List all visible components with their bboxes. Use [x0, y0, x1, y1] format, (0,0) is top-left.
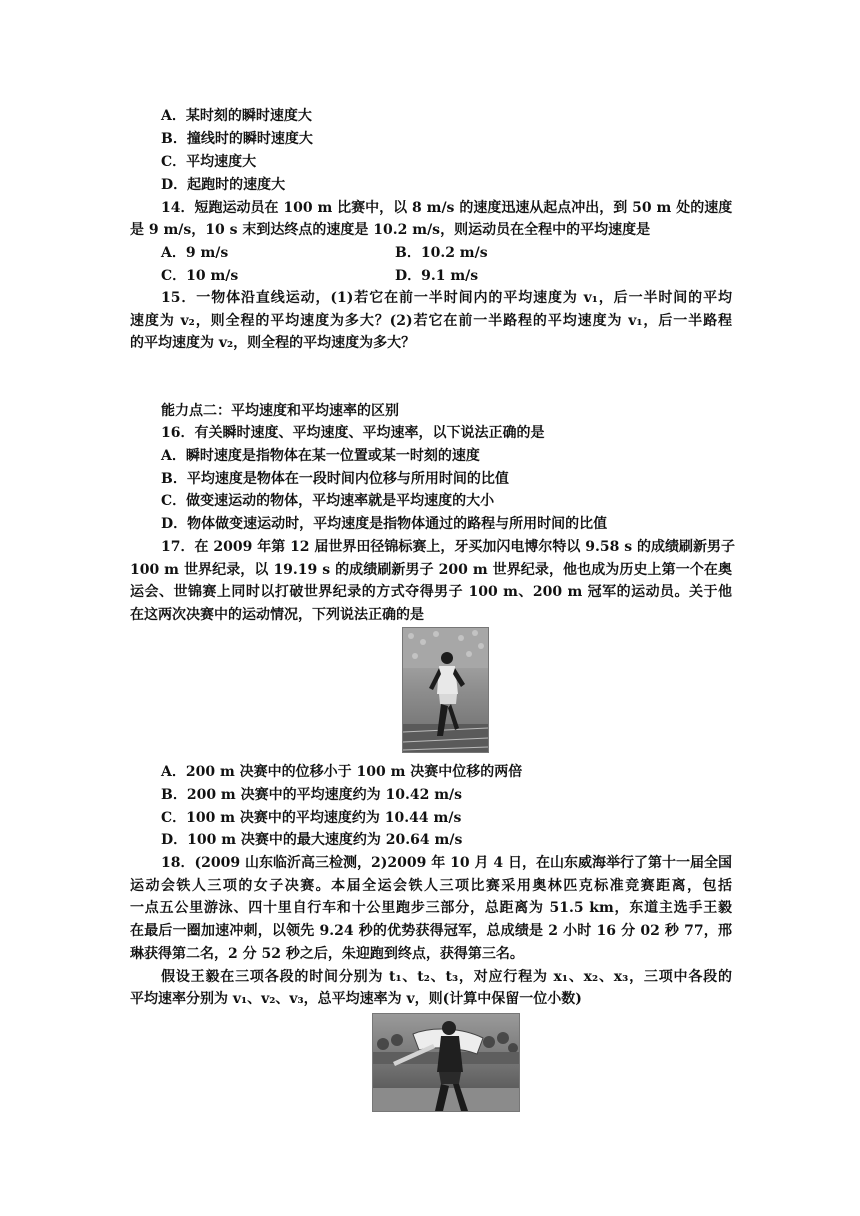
q14-option-a: A．9 m/s: [161, 245, 229, 261]
q13-option-c: C．平均速度大: [161, 154, 257, 170]
q15-stem-line1: 15．一物体沿直线运动，(1)若它在前一半时间内的平均速度为 v₁，后一半时间的平均: [161, 290, 732, 306]
q14-stem-line2: 是 9 m/s，10 s 末到达终点的速度是 10.2 m/s，则运动员在全程中的平均速度是: [130, 222, 651, 238]
q17-stem-line3: 运会、世锦赛上同时以打破世界纪录的方式夺得男子 100 m、200 m 冠军的运动员。关于他: [130, 584, 732, 600]
q13-option-b: B．撞线时的瞬时速度大: [161, 131, 313, 147]
q16-stem: 16．有关瞬时速度、平均速度、平均速率，以下说法正确的是: [161, 425, 545, 441]
q17-stem-line2: 100 m 世界纪录，以 19.19 s 的成绩刷新男子 200 m 世界纪录，他也成为历史上第一个在奥: [130, 562, 732, 578]
q17-stem-line4: 在这两次决赛中的运动情况，下列说法正确的是: [130, 607, 424, 623]
q17-option-b: B．200 m 决赛中的平均速度约为 10.42 m/s: [161, 787, 463, 803]
q15-stem-line2: 速度为 v₂，则全程的平均速度为多大？(2)若它在前一半路程的平均速度为 v₁，后一半路程: [130, 313, 732, 329]
q16-option-d: D．物体做变速运动时，平均速度是指物体通过的路程与所用时间的比值: [161, 516, 608, 532]
section-heading: 能力点二：平均速度和平均速率的区别: [161, 403, 399, 419]
q14-stem-line1: 14．短跑运动员在 100 m 比赛中，以 8 m/s 的速度迅速从起点冲出，到 50 m 处的速度: [161, 200, 733, 216]
triathlete-photo: [372, 1013, 520, 1112]
q18-stem-line5: 琳获得第二名，2 分 52 秒之后，朱迎跑到终点，获得第三名。: [130, 946, 524, 962]
q16-option-a: A．瞬时速度是指物体在某一位置或某一时刻的速度: [161, 448, 480, 464]
sprinter-photo-graphic: [403, 628, 488, 752]
q18-stem-line7: 平均速率分别为 v₁、v₂、v₃，总平均速率为 v，则(计算中保留一位小数): [130, 991, 582, 1007]
q16-option-c: C．做变速运动的物体，平均速率就是平均速度的大小: [161, 493, 495, 509]
q16-option-b: B．平均速度是物体在一段时间内位移与所用时间的比值: [161, 471, 509, 487]
q14-option-d: D．9.1 m/s: [395, 268, 479, 284]
q14-option-b: B．10.2 m/s: [395, 245, 488, 261]
q18-stem-line2: 运动会铁人三项的女子决赛。本届全运会铁人三项比赛采用奥林匹克标准竞赛距离，包括: [130, 878, 732, 894]
q18-stem-line3: 一点五公里游泳、四十里自行车和十公里跑步三部分，总距离为 51.5 km，东道主选手王毅: [130, 900, 732, 916]
q17-option-d: D．100 m 决赛中的最大速度约为 20.64 m/s: [161, 832, 463, 848]
sprinter-photo: [402, 627, 489, 753]
q15-stem-line3: 的平均速度为 v₂，则全程的平均速度为多大？: [130, 335, 416, 351]
q17-option-c: C．100 m 决赛中的平均速度约为 10.44 m/s: [161, 810, 462, 826]
q18-stem-line1: 18．(2009 山东临沂高三检测，2)2009 年 10 月 4 日，在山东威海举行了第十一届全国: [161, 855, 732, 871]
q18-stem-line6: 假设王毅在三项各段的时间分别为 t₁、t₂、t₃，对应行程为 x₁、x₂、x₃，三项中各段的: [161, 969, 732, 985]
q14-option-c: C．10 m/s: [161, 268, 239, 284]
q13-option-a: A．某时刻的瞬时速度大: [161, 108, 312, 124]
q17-stem-line1: 17．在 2009 年第 12 届世界田径锦标赛上，牙买加闪电博尔特以 9.58 s 的成绩刷新男子: [161, 539, 736, 555]
q18-stem-line4: 在最后一圈加速冲刺，以领先 9.24 秒的优势获得冠军，总成绩是 2 小时 16 分 02 秒 77，邢: [130, 923, 732, 939]
triathlete-photo-graphic: [373, 1014, 519, 1111]
q17-option-a: A．200 m 决赛中的位移小于 100 m 决赛中位移的两倍: [161, 764, 523, 780]
q13-option-d: D．起跑时的速度大: [161, 177, 286, 193]
